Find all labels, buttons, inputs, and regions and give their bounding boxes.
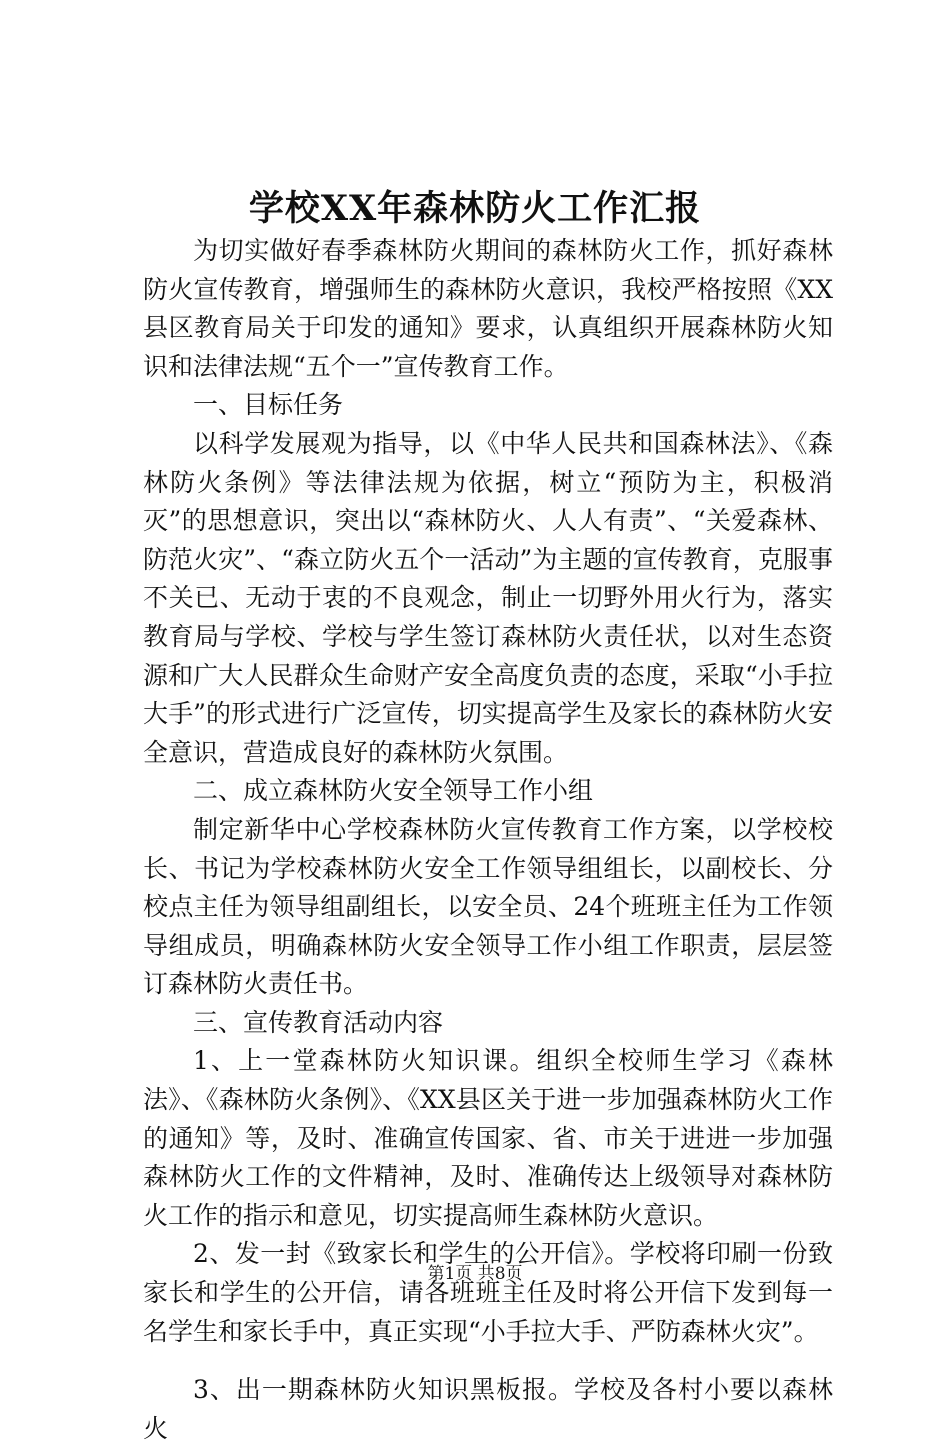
page-number-footer: 第1页 共8页 <box>427 1264 523 1284</box>
section-heading-goals: 一、目标任务 <box>193 390 344 420</box>
activity-item-2: 2、发一封《致家长和学生的公开信》。学校将印刷一份致家长和学生的公开信，请各班班主任及时将公开信下发到每一名学生和家长手中，真正实现“小手拉大手、严防森林火灾”。 <box>143 1239 833 1346</box>
section-heading-leadership: 二、成立森林防火安全领导工作小组 <box>193 776 594 806</box>
document-title: 学校XX年森林防火工作汇报 <box>248 188 702 229</box>
activity-item-3: 3、出一期森林防火知识黑板报。学校及各村小要以森林火 <box>143 1375 833 1443</box>
leadership-paragraph: 制定新华中心学校森林防火宣传教育工作方案，以学校校长、书记为学校森林防火安全工作领导组组长，以副校长、分校点主任为领导组副组长，以安全员、24个班班主任为工作领导组成员，明确森林防火安全领导工作小组工作职责，层层签订森林防火责任书。 <box>143 814 833 999</box>
goals-paragraph: 以科学发展观为指导，以《中华人民共和国森林法》、《森林防火条例》等法律法规为依据，树立“预防为主，积极消灭”的思想意识，突出以“森林防火、人人有责”、“关爱森林、防范火灾”、“森立防火五个一活动”为主题的宣传教育，克服事不关已、无动于衷的不良观念，制止一切野外用火行为，落实教育局与学校、学校与学生签订森林防火责任状，以对生态资源和广大人民群众生命财产安全高度负责的态度，采取“小手拉大手”的形式进行广泛宣传，切实提高学生及家长的森林防火安全意识，营造成良好的森林防火氛围。 <box>143 428 833 767</box>
intro-paragraph: 为切实做好春季森林防火期间的森林防火工作，抓好森林防火宣传教育，增强师生的森林防火意识，我校严格按照《XX县区教育局关于印发的通知》要求，认真组织开展森林防火知识和法律法规“五个一”宣传教育工作。 <box>143 236 833 381</box>
activity-item-1: 1、上一堂森林防火知识课。组织全校师生学习《森林法》、《森林防火条例》、《XX县区关于进一步加强森林防火工作的通知》等，及时、准确宣传国家、省、市关于进进一步加强森林防火工作的文件精神，及时、准确传达上级领导对森林防火工作的指示和意见，切实提高师生森林防火意识。 <box>143 1046 833 1230</box>
section-heading-activities: 三、宣传教育活动内容 <box>193 1007 444 1037</box>
